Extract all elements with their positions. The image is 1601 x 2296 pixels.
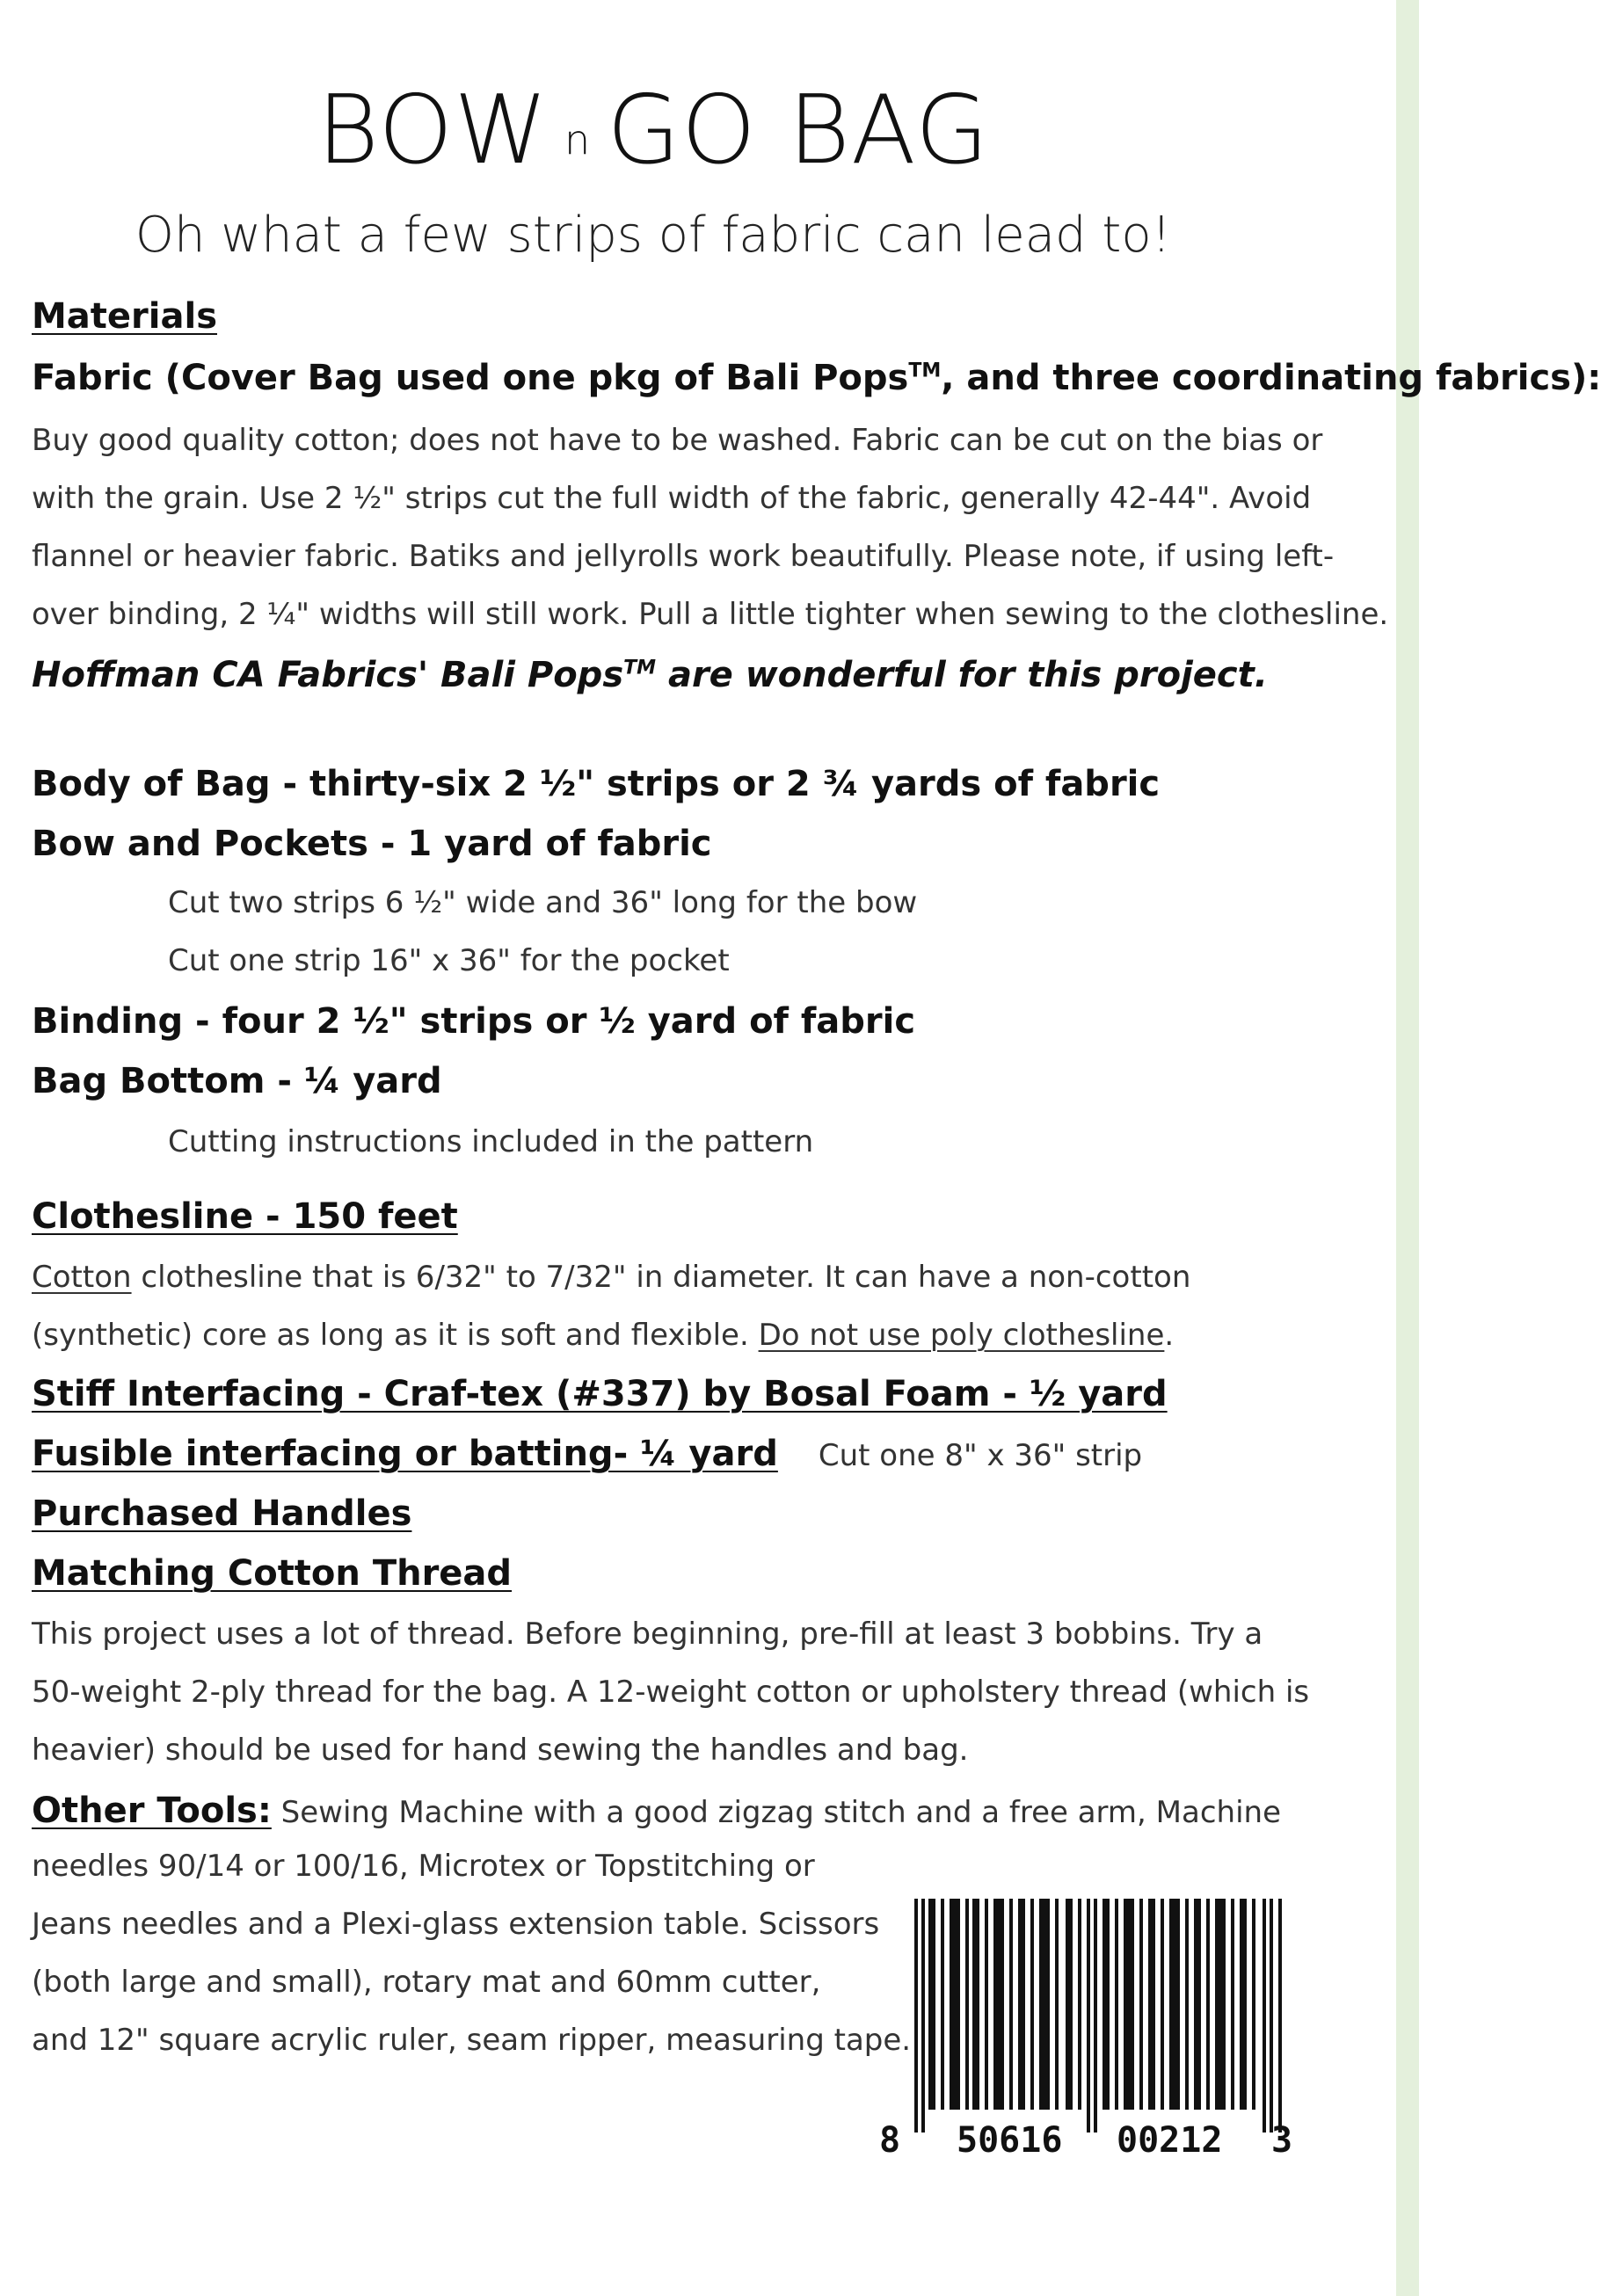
fabric-text-line: over binding, 2 ¼" widths will still work. Pull a little tighter when sewing to the clothesline. — [32, 597, 1389, 632]
barcode-bar — [1078, 1899, 1081, 2110]
page-edge-strip — [1396, 0, 1419, 2296]
barcode-bar — [985, 1899, 988, 2110]
bag-bottom-item: Bag Bottom - ¼ yard — [32, 1061, 442, 1101]
pocket-cut-note: Cut one strip 16" x 36" for the pocket — [168, 943, 730, 978]
barcode-bar — [1039, 1899, 1050, 2110]
barcode-bar — [1124, 1899, 1134, 2110]
other-tools-label: Other Tools: — [32, 1791, 272, 1831]
barcode-bar — [965, 1899, 969, 2110]
barcode-bar — [993, 1899, 1004, 2110]
barcode-bar — [1185, 1899, 1189, 2110]
bow-pockets-item: Bow and Pockets - 1 yard of fabric — [32, 824, 712, 864]
fabric-heading: Fabric (Cover Bag used one pkg of Bali Pops™, and three coordinating fabrics): — [32, 358, 1601, 398]
other-tools-text-line: and 12" square acrylic ruler, seam ripper, measuring tape. — [32, 2023, 912, 2058]
barcode-bar — [1270, 1899, 1273, 2133]
clothesline-heading: Clothesline - 150 feet — [32, 1196, 458, 1237]
other-tools-text-line: (both large and small), rotary mat and 60mm cutter, — [32, 1965, 821, 2000]
barcode-bar — [1278, 1899, 1282, 2133]
barcode-bar — [1215, 1899, 1226, 2110]
barcode-bar — [1206, 1899, 1210, 2110]
bow-cut-note: Cut two strips 6 ½" wide and 36" long for the bow — [168, 885, 918, 920]
bag-bottom-note: Cutting instructions included in the pattern — [168, 1124, 814, 1159]
barcode-bar — [914, 1899, 918, 2133]
barcode-bar — [1148, 1899, 1155, 2110]
stiff-interfacing-item: Stiff Interfacing - Craf-tex (#337) by Bosal Foam - ½ yard — [32, 1374, 1168, 1414]
fabric-text-line: flannel or heavier fabric. Batiks and jellyrolls work beautifully. Please note, if using left- — [32, 539, 1335, 574]
barcode-bar — [1194, 1899, 1201, 2110]
barcode-bar — [972, 1899, 979, 2110]
page-subtitle: Oh what a few strips of fabric can lead to! — [135, 207, 1172, 264]
thread-text-line: 50-weight 2-ply thread for the bag. A 12-weight cotton or upholstery thread (which is — [32, 1675, 1310, 1710]
barcode-bar — [1009, 1899, 1013, 2110]
thread-text-line: heavier) should be used for hand sewing the handles and bag. — [32, 1733, 969, 1768]
clothesline-text-line: (synthetic) core as long as it is soft and flexible. Do not use poly clothesline. — [32, 1318, 1175, 1353]
barcode-bar — [1161, 1899, 1164, 2110]
materials-heading: Materials — [32, 296, 217, 337]
barcode-bar — [1055, 1899, 1059, 2110]
thread-item: Matching Cotton Thread — [32, 1553, 513, 1594]
other-tools-line: Other Tools: Sewing Machine with a good zigzag stitch and a free arm, Machine — [32, 1791, 1281, 1831]
barcode-bar — [1139, 1899, 1143, 2110]
body-of-bag-item: Body of Bag - thirty-six 2 ½" strips or 2 ¾ yards of fabric — [32, 764, 1161, 804]
barcode-bar — [941, 1899, 944, 2110]
barcode-bar — [1087, 1899, 1090, 2133]
barcode-bar — [1030, 1899, 1034, 2110]
barcode-bar — [1094, 1899, 1097, 2133]
binding-item: Binding - four 2 ½" strips or ½ yard of fabric — [32, 1001, 916, 1042]
clothesline-text-line: Cotton clothesline that is 6/32" to 7/32" in diameter. It can have a non-cotton — [32, 1260, 1191, 1295]
barcode-bar — [1263, 1899, 1266, 2133]
barcode-bar — [1252, 1899, 1255, 2110]
page-title: BOW n GO BAG — [317, 76, 990, 185]
barcode-bar — [1066, 1899, 1073, 2110]
fabric-text-line: Buy good quality cotton; does not have to be washed. Fabric can be cut on the bias or — [32, 423, 1323, 458]
barcode-bar — [1018, 1899, 1025, 2110]
hoffman-note: Hoffman CA Fabrics' Bali Pops™ are wonderful for this project. — [32, 655, 1268, 695]
barcode-bar — [921, 1899, 925, 2133]
barcode-bar — [928, 1899, 935, 2110]
barcode-bar — [1231, 1899, 1234, 2110]
barcode-bar — [1115, 1899, 1118, 2110]
barcode-bar — [1240, 1899, 1247, 2110]
barcode-bar — [1103, 1899, 1110, 2110]
fabric-text-line: with the grain. Use 2 ½" strips cut the full width of the fabric, generally 42-44". Avoid — [32, 481, 1312, 516]
barcode-icon — [914, 1899, 1284, 2133]
barcode-digits: 8 50616 00212 3 — [879, 2120, 1293, 2161]
other-tools-text-line: needles 90/14 or 100/16, Microtex or Topstitching or — [32, 1849, 815, 1884]
other-tools-text-line: Jeans needles and a Plexi-glass extension table. Scissors — [32, 1907, 880, 1942]
handles-item: Purchased Handles — [32, 1493, 412, 1534]
thread-text-line: This project uses a lot of thread. Before beginning, pre-fill at least 3 bobbins. Try a — [32, 1617, 1263, 1652]
fusible-item: Fusible interfacing or batting- ¼ yard Cut one 8" x 36" strip — [32, 1434, 1143, 1474]
barcode-bar — [1169, 1899, 1180, 2110]
barcode-bar — [950, 1899, 960, 2110]
